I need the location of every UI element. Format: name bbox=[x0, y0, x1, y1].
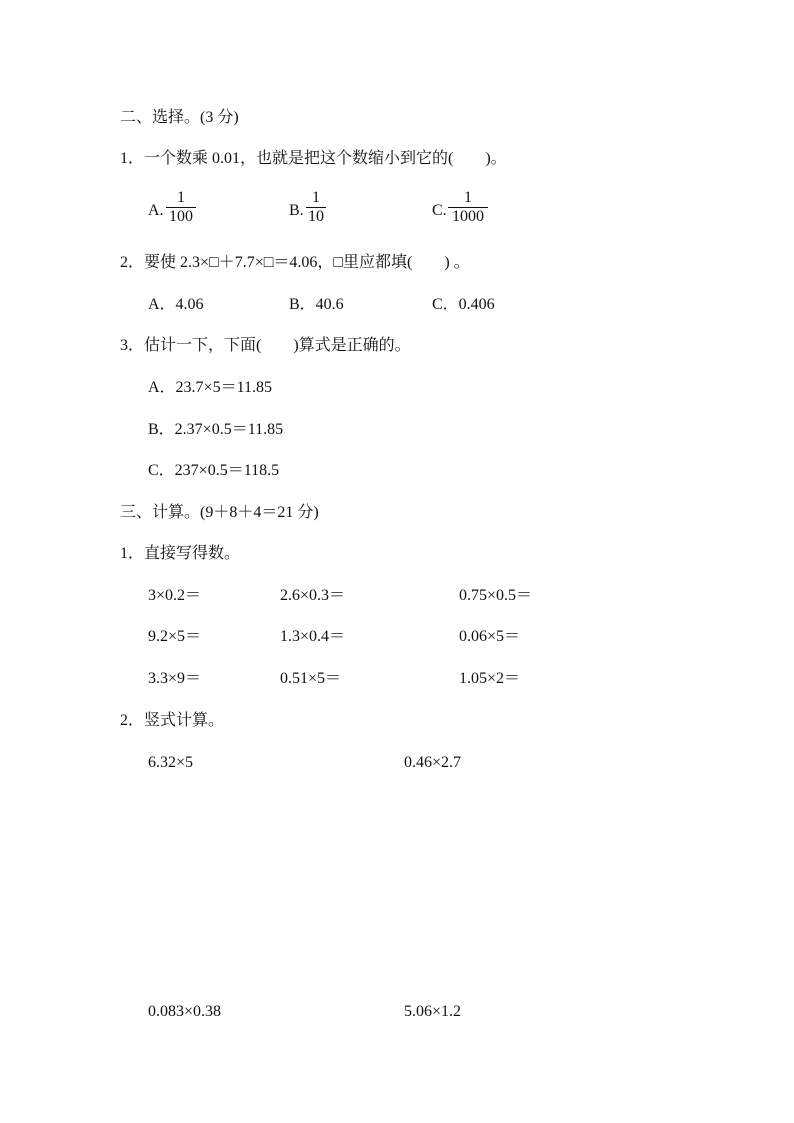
problem-2-title: 2．竖式计算。 bbox=[120, 712, 225, 729]
denominator: 100 bbox=[169, 208, 193, 225]
option-label: A. bbox=[148, 202, 164, 219]
vertical-calc-item: 5.06×1.2 bbox=[404, 1003, 462, 1020]
calc-item: 0.75×0.5＝ bbox=[459, 587, 533, 604]
q2-option-b: B．40.6 bbox=[289, 296, 344, 313]
question-2: 2．要使 2.3×□＋7.7×□＝4.06，□里应都填( ) 。 bbox=[120, 254, 470, 271]
numerator: 1 bbox=[464, 189, 472, 206]
calc-item: 0.51×5＝ bbox=[280, 670, 342, 687]
numerator: 1 bbox=[177, 189, 185, 206]
q3-option-c: C．237×0.5＝118.5 bbox=[148, 462, 280, 479]
calc-item: 3×0.2＝ bbox=[148, 587, 202, 604]
calc-item: 1.05×2＝ bbox=[459, 670, 521, 687]
q3-option-a: A．23.7×5＝11.85 bbox=[148, 379, 272, 396]
problem-1-title: 1．直接写得数。 bbox=[120, 545, 241, 562]
q2-option-c: C．0.406 bbox=[432, 296, 495, 313]
vertical-calc-item: 0.46×2.7 bbox=[404, 754, 462, 771]
fraction bbox=[448, 189, 488, 226]
fraction bbox=[166, 189, 196, 226]
numerator: 1 bbox=[312, 189, 320, 206]
calc-item: 0.06×5＝ bbox=[459, 628, 521, 645]
section-heading: 二、选择。(3 分) bbox=[120, 109, 239, 126]
option-label: B. bbox=[289, 202, 304, 219]
q2-option-a: A．4.06 bbox=[148, 296, 204, 313]
denominator: 10 bbox=[308, 208, 324, 225]
question-3: 3．估计一下，下面( )算式是正确的。 bbox=[120, 337, 411, 354]
calc-item: 9.2×5＝ bbox=[148, 628, 202, 645]
vertical-calc-item: 0.083×0.38 bbox=[148, 1003, 222, 1020]
q3-option-b: B．2.37×0.5＝11.85 bbox=[148, 421, 284, 438]
denominator: 1000 bbox=[452, 208, 484, 225]
calc-item: 2.6×0.3＝ bbox=[280, 587, 346, 604]
calc-item: 3.3×9＝ bbox=[148, 670, 202, 687]
vertical-calc-item: 6.32×5 bbox=[148, 754, 194, 771]
option-label: C. bbox=[432, 202, 447, 219]
question-1: 1．一个数乘 0.01，也就是把这个数缩小到它的( )。 bbox=[120, 150, 507, 167]
calc-item: 1.3×0.4＝ bbox=[280, 628, 346, 645]
section-heading: 三、计算。(9＋8＋4＝21 分) bbox=[120, 504, 319, 521]
fraction bbox=[306, 189, 326, 226]
